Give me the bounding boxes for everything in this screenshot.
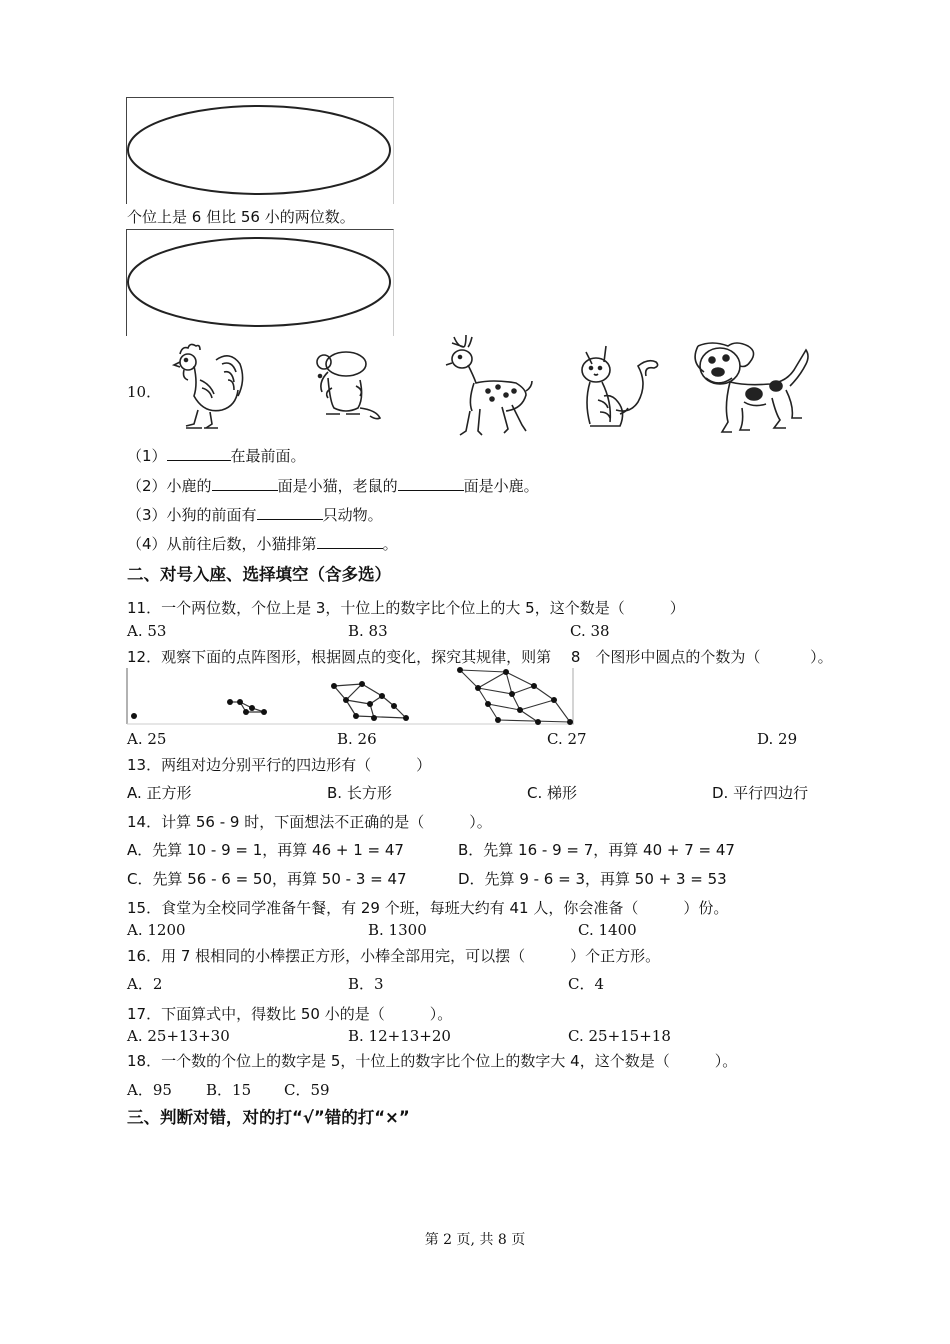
q15-option-c[interactable]: C. 1400 (578, 921, 637, 939)
q10-item-3-prefix: （3） (127, 506, 167, 524)
q18-option-a[interactable]: A．95 (127, 1081, 172, 1099)
q10-item-2-text-b: 面是小猫，老鼠的 (277, 477, 398, 495)
q16-option-b[interactable]: B．3 (348, 975, 384, 993)
q10-item-4-text-a: 从前往后数，小猫排第 (166, 535, 317, 553)
q17-option-c[interactable]: C. 25+15+18 (568, 1027, 671, 1045)
q17-option-b[interactable]: B. 12+13+20 (348, 1027, 451, 1045)
section-3-heading: 三、判断对错，对的打“√”错的打“×” (127, 1108, 410, 1127)
deer-image (440, 333, 536, 439)
q10-item-1-blank[interactable] (167, 446, 231, 461)
q13-option-d[interactable]: D. 平行四边行 (712, 784, 809, 802)
mouse-image (306, 348, 386, 428)
q13-option-b[interactable]: B. 长方形 (327, 784, 392, 802)
q12-question: 12．观察下面的点阵图形，根据圆点的变化，探究其规律，则第 8 个图形中圆点的个数为（ ）。 (127, 648, 833, 666)
q16-option-a[interactable]: A．2 (127, 975, 163, 993)
q10-item-2-text-a: 小鹿的 (166, 477, 212, 495)
q15-option-a[interactable]: A. 1200 (127, 921, 186, 939)
q13-question: 13．两组对边分别平行的四边形有（ ） (127, 756, 432, 774)
dot-pattern-figures (126, 666, 576, 730)
q17-option-a[interactable]: A. 25+13+30 (127, 1027, 230, 1045)
q10-item-2-blank-1[interactable] (212, 476, 278, 491)
q10-item-2 (127, 475, 539, 496)
q10-item-1-text: 在最前面。 (230, 447, 306, 465)
q10-item-1 (127, 445, 306, 466)
page-footer: 第 2 页, 共 8 页 (424, 1232, 526, 1248)
q15-option-b[interactable]: B. 1300 (368, 921, 427, 939)
q11-option-a[interactable]: A. 53 (127, 622, 167, 640)
section-2-heading: 二、对号入座、选择填空（含多选） (127, 565, 391, 584)
q14-question: 14．计算 56 - 9 时，下面想法不正确的是（ ）。 (127, 813, 492, 831)
q16-question: 16．用 7 根相同的小棒摆正方形，小棒全部用完，可以摆（ ）个正方形。 (127, 947, 661, 965)
q18-option-b[interactable]: B．15 (206, 1081, 252, 1099)
q17-question: 17．下面算式中，得数比 50 小的是（ ）。 (127, 1005, 453, 1023)
q12-option-d[interactable]: D. 29 (757, 730, 798, 748)
q14-option-b[interactable]: B．先算 16 - 9 = 7，再算 40 + 7 = 47 (458, 841, 735, 859)
q10-item-4-prefix: （4） (127, 535, 167, 553)
q10-item-3-text-a: 小狗的前面有 (166, 506, 257, 524)
q11-question: 11．一个两位数，个位上是 3，十位上的数字比个位上的大 5，这个数是（ ） (127, 599, 685, 617)
q16-option-c[interactable]: C．4 (568, 975, 605, 993)
q12-option-a[interactable]: A. 25 (127, 730, 167, 748)
q15-question: 15．食堂为全校同学准备午餐，有 29 个班，每班大约有 41 人，你会准备（ ）份。 (127, 899, 729, 917)
q12-option-b[interactable]: B. 26 (337, 730, 377, 748)
q10-item-4-blank[interactable] (317, 534, 383, 549)
q13-option-c[interactable]: C. 梯形 (527, 784, 578, 802)
q9-condition-text: 个位上是 6 但比 56 小的两位数。 (127, 208, 355, 226)
oval-answer-box-1 (126, 97, 394, 204)
q13-option-a[interactable]: A. 正方形 (127, 784, 192, 802)
q10-item-2-prefix: （2） (127, 477, 167, 495)
q14-option-d[interactable]: D．先算 9 - 6 = 3，再算 50 + 3 = 53 (458, 870, 727, 888)
q10-item-4 (127, 533, 398, 554)
q10-item-3 (127, 504, 383, 525)
oval-answer-box-2 (126, 229, 394, 336)
rooster-image (166, 340, 250, 432)
q14-option-a[interactable]: A．先算 10 - 9 = 1，再算 46 + 1 = 47 (127, 841, 404, 859)
q12-option-c[interactable]: C. 27 (547, 730, 587, 748)
q18-option-c[interactable]: C．59 (284, 1081, 330, 1099)
dog-image (690, 338, 818, 446)
q18-question: 18．一个数的个位上的数字是 5，十位上的数字比个位上的数字大 4，这个数是（ ）。 (127, 1052, 738, 1070)
q11-option-b[interactable]: B. 83 (348, 622, 388, 640)
q10-number: 10． (127, 383, 162, 401)
q10-item-3-blank[interactable] (257, 505, 323, 520)
q10-item-2-text-c: 面是小鹿。 (463, 477, 539, 495)
q10-item-1-prefix: （1） (127, 447, 167, 465)
q10-item-4-text-b: 。 (382, 535, 398, 553)
q10-item-3-text-b: 只动物。 (322, 506, 383, 524)
q14-option-c[interactable]: C．先算 56 - 6 = 50，再算 50 - 3 = 47 (127, 870, 407, 888)
cat-image (578, 340, 676, 438)
q11-option-c[interactable]: C. 38 (570, 622, 610, 640)
q10-item-2-blank-2[interactable] (398, 476, 464, 491)
